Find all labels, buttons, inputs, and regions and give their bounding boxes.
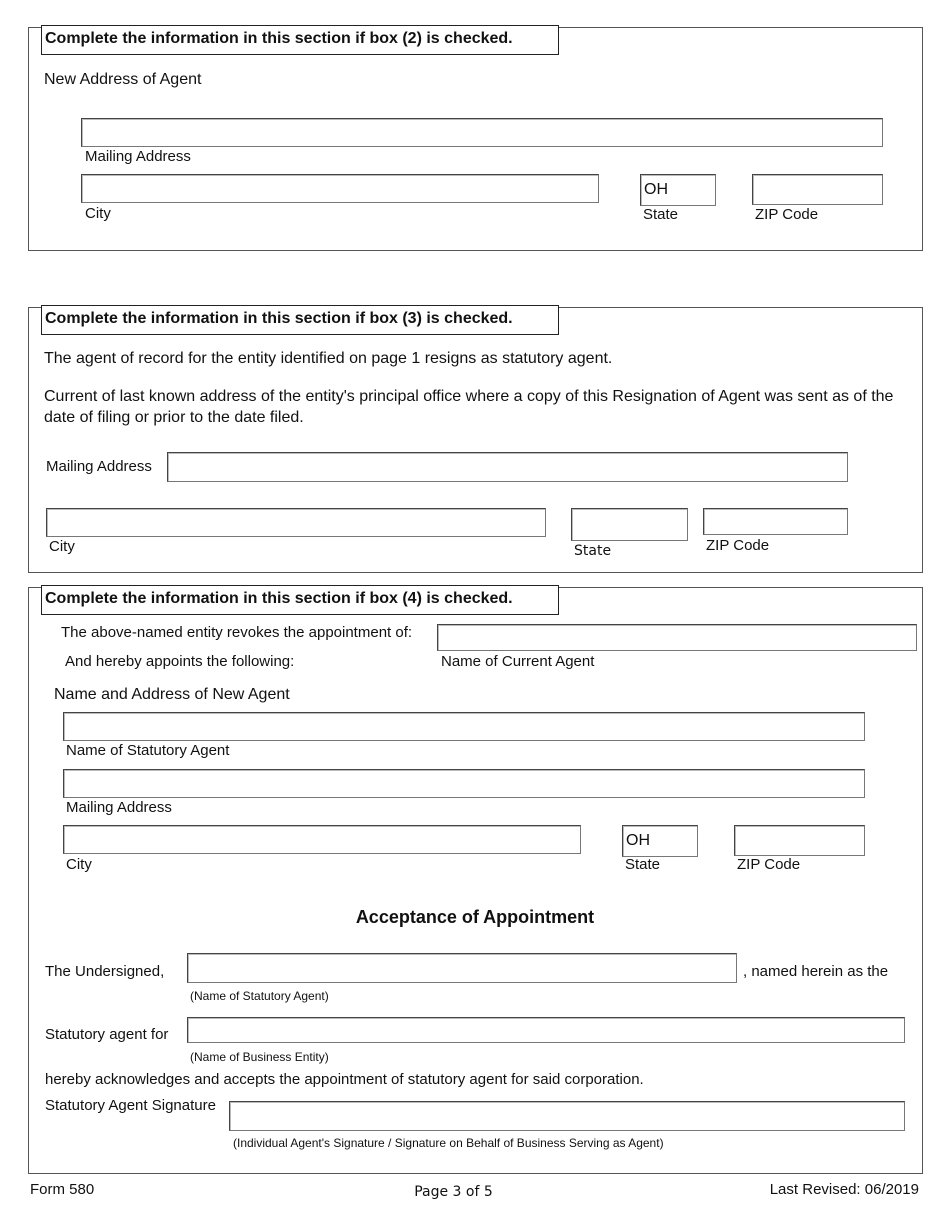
s2-state-input[interactable]: [640, 174, 716, 206]
s3-city-input[interactable]: [46, 508, 546, 537]
s4-mailing-address-label: Mailing Address: [66, 799, 172, 816]
s4-state-input[interactable]: [622, 825, 698, 857]
section-3-header: Complete the information in this section if box (3) is checked.: [41, 305, 559, 335]
s4-city-label: City: [66, 856, 92, 873]
s2-city-input[interactable]: [81, 174, 599, 203]
undersigned-input[interactable]: [187, 953, 737, 983]
signature-caption: (Individual Agent's Signature / Signature on Behalf of Business Serving as Agent): [233, 1136, 664, 1150]
s4-mailing-address-input[interactable]: [63, 769, 865, 798]
s2-zip-label: ZIP Code: [755, 206, 819, 223]
section-2-subtitle: New Address of Agent: [44, 71, 202, 88]
s4-city-input[interactable]: [63, 825, 581, 854]
agent-for-input[interactable]: [187, 1017, 905, 1043]
s3-mailing-address-label: Mailing Address: [46, 458, 152, 475]
s3-resign-text: The agent of record for the entity identified on page 1 resigns as statutory agent.: [44, 350, 613, 367]
s4-current-agent-input[interactable]: [437, 624, 917, 651]
s4-agent-name-input[interactable]: [63, 712, 865, 741]
named-herein-text: , named herein as the: [743, 963, 889, 980]
s3-zip-label: ZIP Code: [706, 537, 770, 554]
signature-input[interactable]: [229, 1101, 905, 1131]
s2-state-label: State: [643, 206, 679, 223]
s3-address-text: Current of last known address of the entity's principal office where a copy of this Resignation of Agent was sent as of the date of filing or prior to the date filed.: [44, 388, 894, 426]
s2-mailing-address-label: Mailing Address: [85, 148, 191, 165]
s3-mailing-address-input[interactable]: [167, 452, 848, 482]
s2-zip-input[interactable]: [752, 174, 883, 205]
s2-city-label: City: [85, 205, 111, 222]
acknowledge-text: hereby acknowledges and accepts the appointment of statutory agent for said corporation.: [45, 1071, 644, 1088]
s3-state-label: State: [574, 543, 612, 559]
s4-revokes-text: The above-named entity revokes the appointment of:: [61, 624, 413, 641]
acceptance-title: Acceptance of Appointment: [355, 907, 595, 927]
s3-city-label: City: [49, 538, 75, 555]
signature-label: Statutory Agent Signature: [45, 1097, 216, 1114]
undersigned-caption: (Name of Statutory Agent): [190, 989, 329, 1003]
s4-appoints-text: And hereby appoints the following:: [65, 653, 295, 670]
s4-state-label: State: [625, 856, 661, 873]
undersigned-label: The Undersigned,: [45, 963, 165, 980]
s4-zip-label: ZIP Code: [737, 856, 801, 873]
footer-last-revised: Last Revised: 06/2019: [769, 1181, 919, 1198]
footer-page-number: Page 3 of 5: [414, 1184, 493, 1200]
s3-state-input[interactable]: [571, 508, 688, 541]
section-4-header: Complete the information in this section if box (4) is checked.: [41, 585, 559, 615]
s4-zip-input[interactable]: [734, 825, 865, 856]
agent-for-label: Statutory agent for: [45, 1026, 169, 1043]
section-2-header: Complete the information in this section if box (2) is checked.: [41, 25, 559, 55]
footer-form-number: Form 580: [30, 1181, 95, 1198]
s4-agent-name-label: Name of Statutory Agent: [66, 742, 230, 759]
s4-new-agent-title: Name and Address of New Agent: [54, 686, 290, 703]
agent-for-caption: (Name of Business Entity): [190, 1050, 329, 1064]
s4-current-agent-label: Name of Current Agent: [441, 653, 595, 670]
s2-mailing-address-input[interactable]: [81, 118, 883, 147]
s3-zip-input[interactable]: [703, 508, 848, 535]
